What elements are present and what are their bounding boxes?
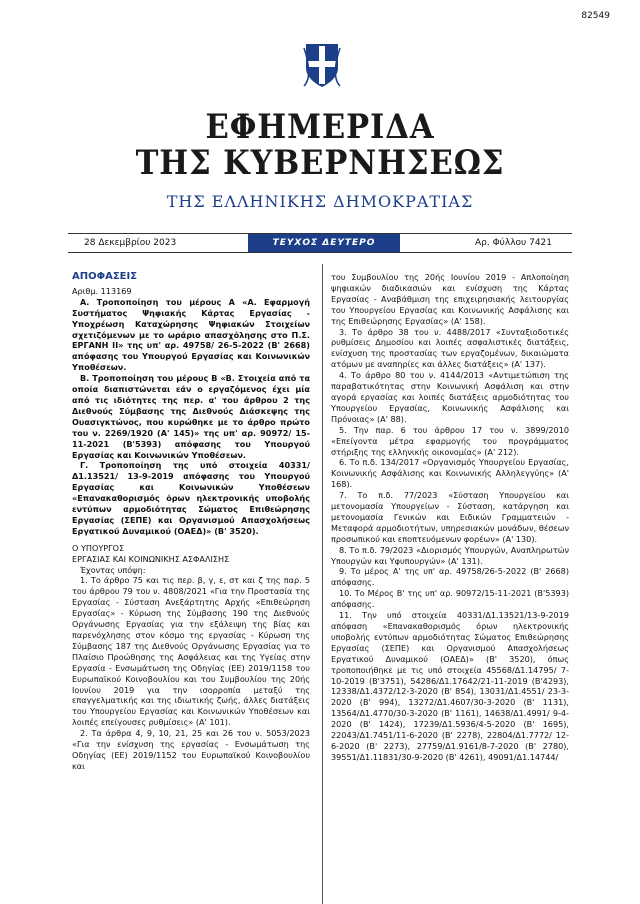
heading-b: Β. Τροποποίηση του μέρους Β «Β. Στοιχεία από τα οποία διαπιστώνεται εάν ο εργαζόμενος έχει μία από τις ιδιότητες της περ. α' του άρθρου 2 της Διεθνούς Σύμβασης της Διεθνούς Διάσκεψης της Ουασιγκτώνος, που κυρώθηκε με το άρθρο πρώτο του ν. 2269/1920 (Α' 145)» της υπ' αρ. 90972/ 15-11-2021 (Β'5393) απόφασης του Υπουργού Εργασίας και Κοινωνικών Υποθέσεων. (72, 373, 310, 460)
heading-c: Γ. Τροποποίηση της υπό στοιχεία 40331/Δ1.13521/ 13-9-2019 απόφασης του Υπουργού Εργασίας και Κοινωνικών Υποθέσεων «Επανακαθορισμός όρων ηλεκτρονικής υποβολής εντύπων αρμοδιότητας Σώματος Επιθεώρησης Εργασίας (ΣΕΠΕ) και Οργανισμού Απασχολήσεως Εργατικού Δυναμικού (ΟΑΕΔ)» (Β' 3520). (72, 460, 310, 536)
paragraph-item-2-cont: του Συμβουλίου της 20ής Ιουνίου 2019 - Απλοποίηση ψηφιακών διαδικασιών και ενίσχυση της Κάρτας Εργασίας - Αναβάθμιση της επιχειρησιακής λειτουργίας του Υπουργείου Εργασίας και Κοινωνικής Ασφάλισης και της Επιθεώρησης Εργασίας» (Α' 158). (331, 272, 569, 326)
sheet-number: Αρ. Φύλλου 7421 (474, 238, 552, 248)
issue-header-bar (68, 233, 572, 253)
paragraph-item-8: 8. Το π.δ. 79/2023 «Διορισμός Υπουργών, Αναπληρωτών Υπουργών και Υφυπουργών» (Α' 131). (331, 544, 569, 566)
decision-number: Αριθμ. 113169 (72, 285, 132, 296)
minister-line1: Ο ΥΠΟΥΡΓΟΣ (72, 542, 125, 553)
masthead-title-line1: ΕΦΗΜΕΡΙΔΑ (205, 107, 435, 147)
section-title: ΑΠΟΦΑΣΕΙΣ (72, 271, 138, 282)
column-divider (322, 264, 323, 904)
page-number: 82549 (581, 11, 610, 21)
issue-date: 28 Δεκεμβρίου 2023 (84, 238, 177, 248)
paragraph-item-7: 7. Το π.δ. 77/2023 «Σύσταση Υπουργείου και μετονομασία Υπουργείων - Σύσταση, κατάργηση και μετονομασία Γενικών και Ειδικών Γραμματειών - Μεταφορά αρμοδιοτήτων, υπηρεσιακών μονάδων, θέσεων προσωπικού και εποπτευόμενων φορέων» (Α' 130). (331, 490, 569, 544)
paragraph-item-4: 4. Το άρθρο 80 του ν. 4144/2013 «Αντιμετώπιση της παραβατικότητας στην Κοινωνική Ασφάλιση και στην αγορά εργασίας και λοιπές διατάξεις αρμοδιότητας του Υπουργείου Εργασίας, Κοινωνικής Ασφάλισης και Πρόνοιας» (Α' 88). (331, 370, 569, 424)
paragraph-item-3: 3. Το άρθρο 38 του ν. 4488/2017 «Συνταξιοδοτικές ρυθμίσεις Δημοσίου και λοιπές ασφαλιστικές διατάξεις, ενίσχυση της προστασίας των εργαζομένων, δικαιώματα ατόμων με αναπηρίες και άλλες διατάξεις» (Α' 137). (331, 326, 569, 370)
paragraph-item-5: 5. Την παρ. 6 του άρθρου 17 του ν. 3899/2010 «Επείγοντα μέτρα εφαρμογής του προγράμματος στήριξης της ελληνικής οικονομίας» (Α' 212). (331, 424, 569, 457)
paragraph-item-10: 10. Το Μέρος Β' της υπ' αρ. 90972/15-11-2021 (Β'5393) απόφασης. (331, 588, 569, 610)
minister-line2: ΕΡΓΑΣΙΑΣ ΚΑΙ ΚΟΙΝΩΝΙΚΗΣ ΑΣΦΑΛΙΣΗΣ (72, 553, 230, 564)
right-column (331, 272, 569, 763)
heading-a: Α. Τροποποίηση του μέρους Α «Α. Εφαρμογή Συστήματος Ψηφιακής Κάρτας Εργασίας - Υποχρέωση Καταχώρησης Ψηφιακών Στοιχείων σχετιζόμενων με το ωράριο απασχόλησης στο Π.Σ. ΕΡΓΑΝΗ ΙΙ» της υπ' αρ. 49758/ 26-5-2022 (Β' 2668) απόφασης του Υπουργού Εργασίας και Κοινωνικών Υποθέσεων. (72, 296, 310, 373)
paragraph-item-2: 2. Τα άρθρα 4, 9, 10, 21, 25 και 26 του ν. 5053/2023 «Για την ενίσχυση της εργασίας - Ενσωμάτωση της Οδηγίας (ΕΕ) 2019/1152 του Ευρωπαϊκού Κοινοβουλίου και (72, 728, 310, 771)
masthead-title-line2: ΤΗΣ ΚΥΒΕΡΝΗΣΕΩΣ (135, 143, 505, 183)
masthead-subtitle: ΤΗΣ ΕΛΛΗΝΙΚΗΣ ΔΗΜΟΚΡΑΤΙΑΣ (166, 192, 474, 211)
having-regard: Έχοντας υπόψη: (80, 564, 146, 575)
paragraph-item-9: 9. Το μέρος Α' της υπ' αρ. 49758/26-5-2022 (Β' 2668) απόφασης. (331, 566, 569, 588)
issue-label: ΤΕΥΧΟΣ ΔΕΥΤΕΡΟ (248, 234, 400, 252)
paragraph-item-1: 1. Το άρθρο 75 και τις περ. β, γ, ε, στ και ζ της παρ. 5 του άρθρου 79 του ν. 4808/2021 «Για την Προστασία της Εργασίας - Σύσταση Ανεξάρτητης Αρχής «Επιθεώρηση Εργασίας» - Κύρωση της Σύμβασης 190 της Διεθνούς Οργάνωσης Εργασίας για την εξάλειψη της βίας και παρενόχλησης στον κόσμο της εργασίας - Κύρωση της Σύμβασης 187 της Διεθνούς Οργάνωσης Εργασίας για το Πλαίσιο Προώθησης της Ασφάλειας και της Υγείας στην Εργασία - Ενσωμάτωση της Οδηγίας (ΕΕ) 2019/1158 του Ευρωπαϊκού Κοινοβουλίου και του Συμβουλίου της 20ής Ιουνίου 2019 για την ισορροπία μεταξύ της επαγγελματικής και της ιδιωτικής ζωής, άλλες διατάξεις του Υπουργείου Εργασίας και Κοινωνικών Υποθέσεων και λοιπές επείγουσες ρυθμίσεις» (Α' 101). (72, 575, 310, 728)
left-column (72, 272, 310, 772)
paragraph-item-6: 6. Το π.δ. 134/2017 «Οργανισμός Υπουργείου Εργασίας, Κοινωνικής Ασφάλισης και Κοινωνικής Αλληλεγγύης» (Α' 168). (331, 457, 569, 490)
paragraph-item-11: 11. Την υπό στοιχεία 40331/Δ1.13521/13-9-2019 απόφαση «Επανακαθορισμός όρων ηλεκτρονικής υποβολής εντύπων αρμοδιότητας Σώματος Επιθεώρησης Εργασίας (ΣΕΠΕ) και Οργανισμού Απασχολήσεως Εργατικού Δυναμικού (ΟΑΕΔ)» (Β' 3520), όπως τροποποιήθηκε με τις υπό στοιχεία 45568/Δ1.14795/ 7-10-2019 (Β'3751), 54286/Δ1.17642/21-11-2019 (Β'4293), 12338/Δ1.4372/12-3-2020 (Β' 854), 13031/Δ1.4551/ 23-3-2020 (Β' 994), 13272/Δ1.4607/30-3-2020 (Β' 1131), 13564/Δ1.4770/30-3-2020 (Β' 1161), 14638/Δ1.4991/ 9-4-2020 (Β' 1424), 17239/Δ1.5936/4-5-2020 (Β' 1695), 22043/Δ1.7451/11-6-2020 (Β' 2278), 22804/Δ1.7772/ 12-6-2020 (Β' 2273), 27759/Δ1.9161/8-7-2020 (Β' 2780), 39551/Δ1.11831/30-9-2020 (Β' 4261), 49091/Δ1.14744/ (331, 610, 569, 762)
greek-coat-of-arms-icon (302, 40, 342, 90)
